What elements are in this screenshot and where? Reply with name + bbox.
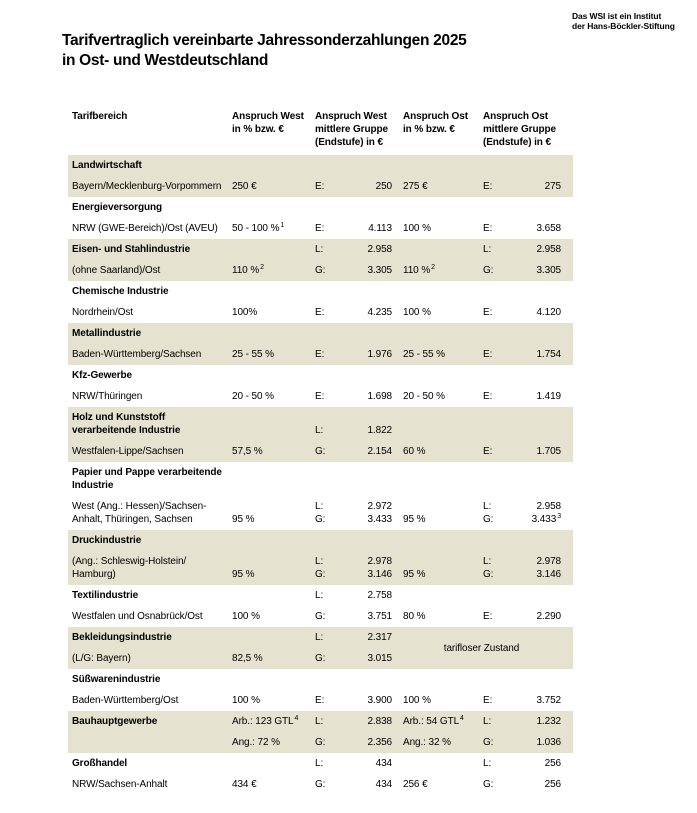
group-entry bbox=[315, 757, 392, 770]
group-value: 3.146 bbox=[536, 569, 561, 580]
group-entry bbox=[483, 390, 561, 403]
west-group bbox=[310, 652, 400, 665]
table-section bbox=[68, 155, 573, 197]
west-claim: 250 € bbox=[232, 181, 257, 192]
group-value: 2.838 bbox=[367, 716, 392, 727]
tarifbereich-label: Chemische Industrie bbox=[72, 286, 169, 297]
west-group bbox=[310, 243, 400, 256]
group-entry bbox=[483, 694, 561, 707]
tarifbereich-label: Bekleidungsindustrie bbox=[72, 632, 172, 643]
table-section bbox=[68, 711, 573, 753]
tarifloser-zustand-note: tarifloser Zustand bbox=[443, 642, 520, 654]
section-title-row bbox=[68, 669, 573, 690]
column-header: Tarifbereich bbox=[72, 111, 128, 122]
ost-group bbox=[480, 180, 573, 193]
tarifbereich-label: Bauhauptgewerbe bbox=[72, 716, 158, 727]
tarifbereich-label: Westfalen und Osnabrück/Ost bbox=[72, 611, 203, 622]
group-entry bbox=[483, 222, 561, 235]
ost-claim: 100 % bbox=[403, 695, 431, 706]
west-claim: Arb.: 123 GTL$^4$ bbox=[232, 714, 299, 727]
group-entry bbox=[315, 306, 392, 319]
west-claim: 25 - 55 % bbox=[232, 349, 274, 360]
west-group bbox=[310, 445, 400, 458]
institute-note-line2: der Hans-Böckler-Stiftung bbox=[572, 21, 675, 31]
group-key: G: bbox=[483, 265, 494, 276]
tarifbereich-label: Großhandel bbox=[72, 758, 128, 769]
section-title-row bbox=[68, 197, 573, 218]
group-value: 4.235 bbox=[367, 307, 392, 318]
table-row bbox=[68, 690, 573, 711]
group-entry bbox=[483, 264, 561, 277]
group-key: L: bbox=[315, 632, 324, 643]
group-entry bbox=[315, 555, 392, 568]
ost-claim: 95 % bbox=[403, 569, 426, 580]
page-title bbox=[62, 31, 466, 71]
ost-group bbox=[480, 778, 573, 791]
group-key: E: bbox=[315, 181, 325, 192]
group-entry bbox=[315, 589, 392, 602]
group-value: 1.036 bbox=[536, 737, 561, 748]
group-entry bbox=[315, 222, 392, 235]
west-group bbox=[310, 631, 400, 644]
table-section bbox=[68, 585, 573, 627]
west-group bbox=[310, 610, 400, 623]
section-title-row bbox=[68, 407, 573, 441]
ost-claim: 100 % bbox=[403, 223, 431, 234]
page-title-line1: Tarifvertraglich vereinbarte Jahressonderzahlungen 2025 bbox=[62, 32, 467, 49]
group-entry bbox=[315, 715, 392, 728]
group-value: 3.146 bbox=[367, 569, 392, 580]
table-section bbox=[68, 462, 573, 530]
table-row bbox=[68, 551, 573, 585]
group-key: L: bbox=[315, 590, 324, 601]
west-claim: 50 - 100 %$^1$ bbox=[232, 221, 285, 234]
page-title-line2: in Ost- und Westdeutschland bbox=[62, 52, 269, 69]
group-entry bbox=[483, 513, 561, 526]
ost-claim: Arb.: 54 GTL$^4$ bbox=[403, 714, 464, 727]
group-key: E: bbox=[315, 307, 325, 318]
ost-claim: 95 % bbox=[403, 514, 426, 525]
section-title-row bbox=[68, 462, 573, 496]
group-value: 3.751 bbox=[367, 611, 392, 622]
group-value: 3.658 bbox=[536, 223, 561, 234]
group-key: E: bbox=[315, 695, 325, 706]
section-title-row bbox=[68, 753, 573, 774]
table-row bbox=[68, 496, 573, 530]
group-value: 434 bbox=[375, 758, 392, 769]
group-entry bbox=[315, 513, 392, 526]
group-value: 3.900 bbox=[367, 695, 392, 706]
institute-note-line1: Das WSI ist ein Institut bbox=[572, 11, 662, 21]
group-key: L: bbox=[315, 425, 324, 436]
ost-group bbox=[480, 222, 573, 235]
group-key: L: bbox=[315, 556, 324, 567]
group-value: 1.698 bbox=[367, 391, 392, 402]
column-header: Anspruch Ost mittlere Gruppe (Endstufe) in € bbox=[483, 111, 556, 148]
table-body bbox=[68, 155, 573, 795]
ost-group bbox=[480, 445, 573, 458]
ost-group bbox=[480, 390, 573, 403]
west-claim: 20 - 50 % bbox=[232, 391, 274, 402]
ost-claim: 60 % bbox=[403, 446, 426, 457]
section-title-row bbox=[68, 585, 573, 606]
group-value: 1.754 bbox=[536, 349, 561, 360]
group-entry bbox=[483, 736, 561, 749]
table-section bbox=[68, 197, 573, 239]
group-value: 4.120 bbox=[536, 307, 561, 318]
tarifbereich-label: (L/G: Bayern) bbox=[72, 653, 131, 664]
group-key: L: bbox=[483, 244, 492, 255]
table-row bbox=[68, 344, 573, 365]
group-entry bbox=[315, 652, 392, 665]
ost-group bbox=[480, 736, 573, 749]
group-value: 2.978 bbox=[367, 556, 392, 567]
group-key: G: bbox=[315, 653, 326, 664]
west-group bbox=[310, 306, 400, 319]
west-claim: 100 % bbox=[232, 611, 260, 622]
group-key: E: bbox=[483, 446, 493, 457]
tarifbereich-label: Westfalen-Lippe/Sachsen bbox=[72, 446, 184, 457]
group-value: 2.978 bbox=[536, 556, 561, 567]
group-key: G: bbox=[483, 569, 494, 580]
table-row bbox=[68, 606, 573, 627]
ost-group bbox=[480, 264, 573, 277]
tarifbereich-label: Papier und Pappe verarbeitende Industrie bbox=[72, 467, 222, 491]
group-key: E: bbox=[315, 349, 325, 360]
tarifbereich-label: Nordrhein/Ost bbox=[72, 307, 133, 318]
group-value: 3.015 bbox=[367, 653, 392, 664]
table-row bbox=[68, 302, 573, 323]
group-key: E: bbox=[483, 223, 493, 234]
table-section bbox=[68, 669, 573, 711]
table-section bbox=[68, 627, 573, 669]
group-value: 2.356 bbox=[367, 737, 392, 748]
west-group bbox=[310, 264, 400, 277]
west-group bbox=[310, 180, 400, 193]
group-key: G: bbox=[315, 611, 326, 622]
group-value: 1.822 bbox=[367, 425, 392, 436]
group-entry bbox=[315, 736, 392, 749]
tarifbereich-label: Landwirtschaft bbox=[72, 160, 142, 171]
group-key: G: bbox=[483, 737, 494, 748]
west-group bbox=[310, 589, 400, 602]
group-value: 2.290 bbox=[536, 611, 561, 622]
west-claim: 100 % bbox=[232, 695, 260, 706]
tarifbereich-label: Energieversorgung bbox=[72, 202, 162, 213]
west-group bbox=[310, 424, 400, 437]
west-group bbox=[310, 778, 400, 791]
group-value: 256 bbox=[544, 779, 561, 790]
ost-group bbox=[480, 306, 573, 319]
group-key: L: bbox=[315, 716, 324, 727]
group-entry bbox=[483, 445, 561, 458]
group-key: L: bbox=[483, 501, 492, 512]
table-section bbox=[68, 239, 573, 281]
table-section bbox=[68, 407, 573, 462]
table-section bbox=[68, 365, 573, 407]
column-header: Anspruch West mittlere Gruppe (Endstufe) in € bbox=[315, 111, 388, 148]
group-entry bbox=[315, 445, 392, 458]
west-claim: 95 % bbox=[232, 569, 255, 580]
west-group bbox=[310, 757, 400, 770]
west-group bbox=[310, 715, 400, 728]
section-title-row bbox=[68, 711, 573, 732]
group-value: 250 bbox=[375, 181, 392, 192]
group-entry bbox=[315, 631, 392, 644]
ost-group bbox=[480, 555, 573, 581]
table-section bbox=[68, 753, 573, 795]
group-value: 1.705 bbox=[536, 446, 561, 457]
group-key: L: bbox=[315, 758, 324, 769]
section-title-row bbox=[68, 239, 573, 260]
group-value: 3.305 bbox=[367, 265, 392, 276]
tarifbereich-label: Baden-Württemberg/Sachsen bbox=[72, 349, 202, 360]
group-value: 2.958 bbox=[367, 244, 392, 255]
ost-group bbox=[480, 757, 573, 770]
group-key: G: bbox=[315, 779, 326, 790]
tarifbereich-label: NRW/Thüringen bbox=[72, 391, 143, 402]
group-entry bbox=[315, 500, 392, 513]
group-value: 2.972 bbox=[367, 501, 392, 512]
west-claim: 95 % bbox=[232, 514, 255, 525]
table-header-row bbox=[68, 108, 573, 149]
group-entry bbox=[483, 555, 561, 568]
group-key: E: bbox=[483, 181, 493, 192]
group-entry bbox=[315, 694, 392, 707]
tarifbereich-label: Holz und Kunststoff verarbeitende Industrie bbox=[72, 412, 181, 436]
ost-claim: 25 - 55 % bbox=[403, 349, 445, 360]
group-value: 2.317 bbox=[367, 632, 392, 643]
column-header: Anspruch West in % bzw. € bbox=[232, 111, 304, 135]
west-group bbox=[310, 348, 400, 361]
group-entry bbox=[315, 424, 392, 437]
west-group bbox=[310, 500, 400, 526]
group-key: E: bbox=[315, 223, 325, 234]
group-key: L: bbox=[483, 716, 492, 727]
group-value: 3.433 bbox=[367, 514, 392, 525]
group-key: E: bbox=[483, 349, 493, 360]
group-entry bbox=[483, 610, 561, 623]
group-entry bbox=[315, 390, 392, 403]
group-entry bbox=[483, 180, 561, 193]
table-row bbox=[68, 732, 573, 753]
ost-claim: Ang.: 32 % bbox=[403, 737, 451, 748]
tarifbereich-label: Kfz-Gewerbe bbox=[72, 370, 133, 381]
group-entry bbox=[483, 348, 561, 361]
group-entry bbox=[315, 180, 392, 193]
group-key: E: bbox=[315, 391, 325, 402]
group-value: 434 bbox=[375, 779, 392, 790]
ost-claim: 275 € bbox=[403, 181, 428, 192]
tarifbereich-label: Bayern/Mecklenburg-Vorpommern bbox=[72, 181, 222, 192]
tarifbereich-label: NRW (GWE-Bereich)/Ost (AVEU) bbox=[72, 223, 218, 234]
group-key: G: bbox=[315, 265, 326, 276]
ost-claim: 110 %$^2$ bbox=[403, 263, 435, 276]
group-entry bbox=[315, 610, 392, 623]
group-entry bbox=[315, 264, 392, 277]
west-claim: 110 %$^2$ bbox=[232, 263, 264, 276]
tarifbereich-label: Süßwarenindustrie bbox=[72, 674, 161, 685]
group-entry bbox=[315, 348, 392, 361]
group-value: 2.958 bbox=[536, 244, 561, 255]
table-row bbox=[68, 386, 573, 407]
group-key: L: bbox=[483, 758, 492, 769]
west-claim: 100% bbox=[232, 307, 258, 318]
table-section bbox=[68, 281, 573, 323]
section-title-row bbox=[68, 155, 573, 176]
group-value: 3.305 bbox=[536, 265, 561, 276]
ost-group bbox=[480, 610, 573, 623]
ost-claim: 256 € bbox=[403, 779, 428, 790]
section-title-row bbox=[68, 530, 573, 551]
group-value: 256 bbox=[544, 758, 561, 769]
ost-claim: 20 - 50 % bbox=[403, 391, 445, 402]
section-title-row bbox=[68, 281, 573, 302]
group-entry bbox=[483, 757, 561, 770]
ost-group bbox=[480, 348, 573, 361]
tarifbereich-label: Baden-Württemberg/Ost bbox=[72, 695, 179, 706]
group-entry bbox=[315, 778, 392, 791]
table-row bbox=[68, 260, 573, 281]
group-key: G: bbox=[315, 446, 326, 457]
group-entry bbox=[483, 500, 561, 513]
group-value: 3.433$^3$ bbox=[531, 512, 561, 525]
ost-group bbox=[480, 715, 573, 728]
group-key: G: bbox=[315, 514, 326, 525]
institute-note bbox=[572, 11, 675, 31]
group-key: L: bbox=[315, 501, 324, 512]
west-group bbox=[310, 222, 400, 235]
group-key: E: bbox=[483, 611, 493, 622]
group-value: 2.958 bbox=[536, 501, 561, 512]
group-key: L: bbox=[315, 244, 324, 255]
group-value: 4.113 bbox=[368, 223, 392, 234]
tarifbereich-label: Eisen- und Stahlindustrie bbox=[72, 244, 191, 255]
group-value: 2.758 bbox=[367, 590, 392, 601]
section-title-row bbox=[68, 323, 573, 344]
group-value: 1.976 bbox=[367, 349, 392, 360]
column-header: Anspruch Ost in % bzw. € bbox=[403, 111, 468, 135]
west-claim: 434 € bbox=[232, 779, 257, 790]
group-value: 3.752 bbox=[536, 695, 561, 706]
group-entry bbox=[483, 715, 561, 728]
group-entry bbox=[483, 568, 561, 581]
group-entry bbox=[483, 243, 561, 256]
ost-group bbox=[480, 694, 573, 707]
tarifbereich-label: Textilindustrie bbox=[72, 590, 139, 601]
group-value: 2.154 bbox=[367, 446, 392, 457]
group-entry bbox=[315, 568, 392, 581]
table-section bbox=[68, 323, 573, 365]
group-value: 1.419 bbox=[536, 391, 561, 402]
table-section bbox=[68, 530, 573, 585]
west-group bbox=[310, 736, 400, 749]
tarifbereich-label: Druckindustrie bbox=[72, 535, 142, 546]
table-row bbox=[68, 774, 573, 795]
group-key: G: bbox=[315, 569, 326, 580]
ost-group bbox=[480, 243, 573, 256]
west-claim: Ang.: 72 % bbox=[232, 737, 280, 748]
tarifbereich-label: West (Ang.: Hessen)/Sachsen- Anhalt, Thüringen, Sachsen bbox=[72, 501, 207, 525]
ost-claim: 80 % bbox=[403, 611, 426, 622]
group-key: G: bbox=[315, 737, 326, 748]
tarifbereich-label: (ohne Saarland)/Ost bbox=[72, 265, 161, 276]
group-value: 1.232 bbox=[536, 716, 561, 727]
table-row bbox=[68, 441, 573, 462]
west-group bbox=[310, 555, 400, 581]
group-entry bbox=[315, 243, 392, 256]
tarifbereich-label: (Ang.: Schleswig-Holstein/ Hamburg) bbox=[72, 556, 187, 580]
payments-table bbox=[68, 108, 573, 795]
tarifbereich-label: Metallindustrie bbox=[72, 328, 142, 339]
group-entry bbox=[483, 306, 561, 319]
table-row bbox=[68, 176, 573, 197]
ost-claim: 100 % bbox=[403, 307, 431, 318]
west-group bbox=[310, 694, 400, 707]
group-key: E: bbox=[483, 307, 493, 318]
west-group bbox=[310, 390, 400, 403]
group-key: E: bbox=[483, 391, 493, 402]
group-key: G: bbox=[483, 514, 494, 525]
group-key: L: bbox=[483, 556, 492, 567]
group-key: G: bbox=[483, 779, 494, 790]
table-row bbox=[68, 218, 573, 239]
group-key: E: bbox=[483, 695, 493, 706]
group-entry bbox=[483, 778, 561, 791]
west-claim: 57,5 % bbox=[232, 446, 263, 457]
west-claim: 82,5 % bbox=[232, 653, 263, 664]
ost-group bbox=[480, 500, 573, 526]
tarifbereich-label: NRW/Sachsen-Anhalt bbox=[72, 779, 168, 790]
section-title-row bbox=[68, 365, 573, 386]
group-value: 275 bbox=[544, 181, 561, 192]
